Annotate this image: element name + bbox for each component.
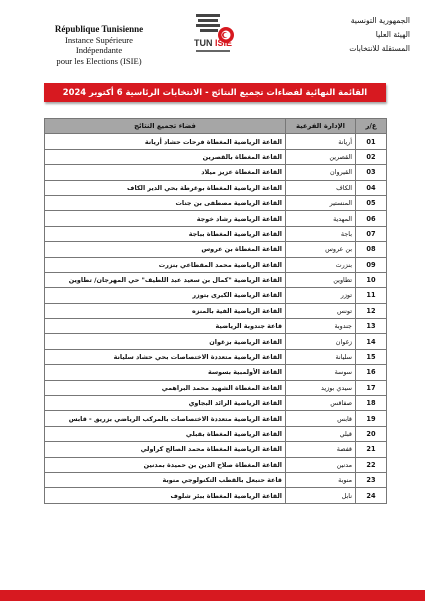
table-row	[45, 288, 387, 303]
region-cell: سليانة	[286, 349, 356, 364]
region-cell: تطاوين	[286, 272, 356, 287]
region-cell: قفصة	[286, 442, 356, 457]
num-cell: 22	[356, 457, 387, 472]
table-row	[45, 303, 387, 318]
hall-cell: القاعة المغطاة بالقصرين	[45, 149, 286, 164]
num-cell: 18	[356, 396, 387, 411]
table-row	[45, 211, 387, 226]
header-fr-line1: République Tunisienne	[54, 24, 144, 34]
num-cell: 16	[356, 365, 387, 380]
table-row	[45, 272, 387, 287]
region-cell: قابس	[286, 411, 356, 426]
hall-cell: القاعة الرياضية الفية بالمنزه	[45, 303, 286, 318]
hall-cell: القاعة الرياضية مصطفى بن جنات	[45, 195, 286, 210]
header-fr-line2: Instance Supérieure Indépendante	[64, 34, 133, 55]
hall-cell: قاعة حنبعل بالقطب التكنولوجي منوبة	[45, 472, 286, 487]
table-row	[45, 472, 387, 487]
hall-cell: القاعة الرياضية رشاد خوجة	[45, 211, 286, 226]
table-row	[45, 165, 387, 180]
num-cell: 24	[356, 488, 387, 503]
num-cell: 21	[356, 442, 387, 457]
hall-cell: القاعة الأولمبية بسوسة	[45, 365, 286, 380]
region-cell: المنستير	[286, 195, 356, 210]
isie-logo	[188, 10, 238, 60]
table-row	[45, 457, 387, 472]
region-cell: بن عروس	[286, 242, 356, 257]
table-row	[45, 334, 387, 349]
table-row	[45, 396, 387, 411]
region-cell: نابل	[286, 488, 356, 503]
header-french	[44, 24, 154, 66]
region-cell: سيدي بوزيد	[286, 380, 356, 395]
header-ar-line1: الجمهورية التونسية	[350, 16, 410, 25]
num-cell: 04	[356, 180, 387, 195]
table-row	[45, 349, 387, 364]
table-row	[45, 242, 387, 257]
header-ar-line3: المستقلة للانتخابات	[349, 44, 410, 53]
region-cell: مدنين	[286, 457, 356, 472]
table-body	[45, 134, 387, 503]
results-table	[44, 118, 387, 504]
table-header-row	[45, 119, 387, 134]
table-row	[45, 365, 387, 380]
title-banner: القائمة النهائية لفضاءات تجميع النتائج - الانتخابات الرئاسية 6 أكتوبر 2024	[44, 83, 386, 102]
num-cell: 11	[356, 288, 387, 303]
num-cell: 01	[356, 134, 387, 149]
num-cell: 10	[356, 272, 387, 287]
hall-cell: القاعة الرياضية المغطاة بوغرطة بحي الدير الكاف	[45, 180, 286, 195]
region-cell: قبلي	[286, 426, 356, 441]
hall-cell: القاعة المغطاة صلاح الدين بن حميدة بمدنين	[45, 457, 286, 472]
table-row	[45, 380, 387, 395]
hall-cell: القاعة الرياضية الكبرى بتوزر	[45, 288, 286, 303]
hall-cell: القاعة الرياضية متعددة الاختصاصات بحي حشاد سليانة	[45, 349, 286, 364]
region-cell: توزر	[286, 288, 356, 303]
region-cell: بنزرت	[286, 257, 356, 272]
num-cell: 23	[356, 472, 387, 487]
region-cell: المهدية	[286, 211, 356, 226]
region-cell: منوبة	[286, 472, 356, 487]
region-cell: باجة	[286, 226, 356, 241]
hall-cell: قاعة جندوبة الرياضية	[45, 319, 286, 334]
region-cell: صفاقس	[286, 396, 356, 411]
table-row	[45, 180, 387, 195]
num-cell: 15	[356, 349, 387, 364]
region-cell: سوسة	[286, 365, 356, 380]
header-ar-line2: الهيئة العليا	[375, 30, 410, 39]
region-cell: الكاف	[286, 180, 356, 195]
header-hall: فضاء تجميع النتائج	[45, 119, 286, 134]
header-region: الإدارة الفرعية	[286, 119, 356, 134]
num-cell: 07	[356, 226, 387, 241]
table-row	[45, 257, 387, 272]
footer-bar	[0, 590, 425, 601]
table-row	[45, 319, 387, 334]
num-cell: 14	[356, 334, 387, 349]
table-row	[45, 149, 387, 164]
num-cell: 13	[356, 319, 387, 334]
region-cell: القيروان	[286, 165, 356, 180]
region-cell: جندوبة	[286, 319, 356, 334]
region-cell: تونس	[286, 303, 356, 318]
hall-cell: القاعة الرياضية المغطاة بقبلي	[45, 426, 286, 441]
region-cell: زغوان	[286, 334, 356, 349]
num-cell: 19	[356, 411, 387, 426]
num-cell: 08	[356, 242, 387, 257]
table-row	[45, 442, 387, 457]
table-row	[45, 426, 387, 441]
hall-cell: القاعة المغطاة عزيز ميلاد	[45, 165, 286, 180]
num-cell: 06	[356, 211, 387, 226]
num-cell: 09	[356, 257, 387, 272]
table-row	[45, 195, 387, 210]
table-row	[45, 226, 387, 241]
hall-cell: القاعة الرياضية "كمال بن سعيد عبد اللطيف" حي المهرجان/ تطاوين	[45, 272, 286, 287]
header-num: ع/ر	[356, 119, 387, 134]
num-cell: 05	[356, 195, 387, 210]
hall-cell: القاعة الرياضية محمد المقطاعي بنزرت	[45, 257, 286, 272]
hall-cell: القاعة الرياضية الرائد البجاوي	[45, 396, 286, 411]
num-cell: 02	[356, 149, 387, 164]
num-cell: 03	[356, 165, 387, 180]
hall-cell: القاعة المغطاة الشهيد محمد البراهمي	[45, 380, 286, 395]
svg-text:TUN: TUN	[194, 38, 213, 48]
region-cell: القصرين	[286, 149, 356, 164]
hall-cell: القاعة الرياضية متعددة الاختصاصات بالمركب الرياضي بزريق - قابس	[45, 411, 286, 426]
table-row	[45, 488, 387, 503]
header-arabic	[330, 14, 410, 56]
hall-cell: القاعة الرياضية المغطاة محمد الصالح كراولي	[45, 442, 286, 457]
table-row	[45, 134, 387, 149]
region-cell: أريانة	[286, 134, 356, 149]
svg-text:ISIE: ISIE	[215, 38, 233, 48]
num-cell: 12	[356, 303, 387, 318]
hall-cell: القاعة الرياضية المغطاة ببئر شلوف	[45, 488, 286, 503]
hall-cell: القاعة الرياضية المغطاة فرحات حشاد أريانة	[45, 134, 286, 149]
table-row	[45, 411, 387, 426]
num-cell: 20	[356, 426, 387, 441]
hall-cell: القاعة المغطاة بن عروس	[45, 242, 286, 257]
hall-cell: القاعة الرياضية المغطاة بباجة	[45, 226, 286, 241]
header-fr-line3: pour les Elections (ISIE)	[56, 55, 142, 66]
hall-cell: القاعة الرياضية بزغوان	[45, 334, 286, 349]
num-cell: 17	[356, 380, 387, 395]
